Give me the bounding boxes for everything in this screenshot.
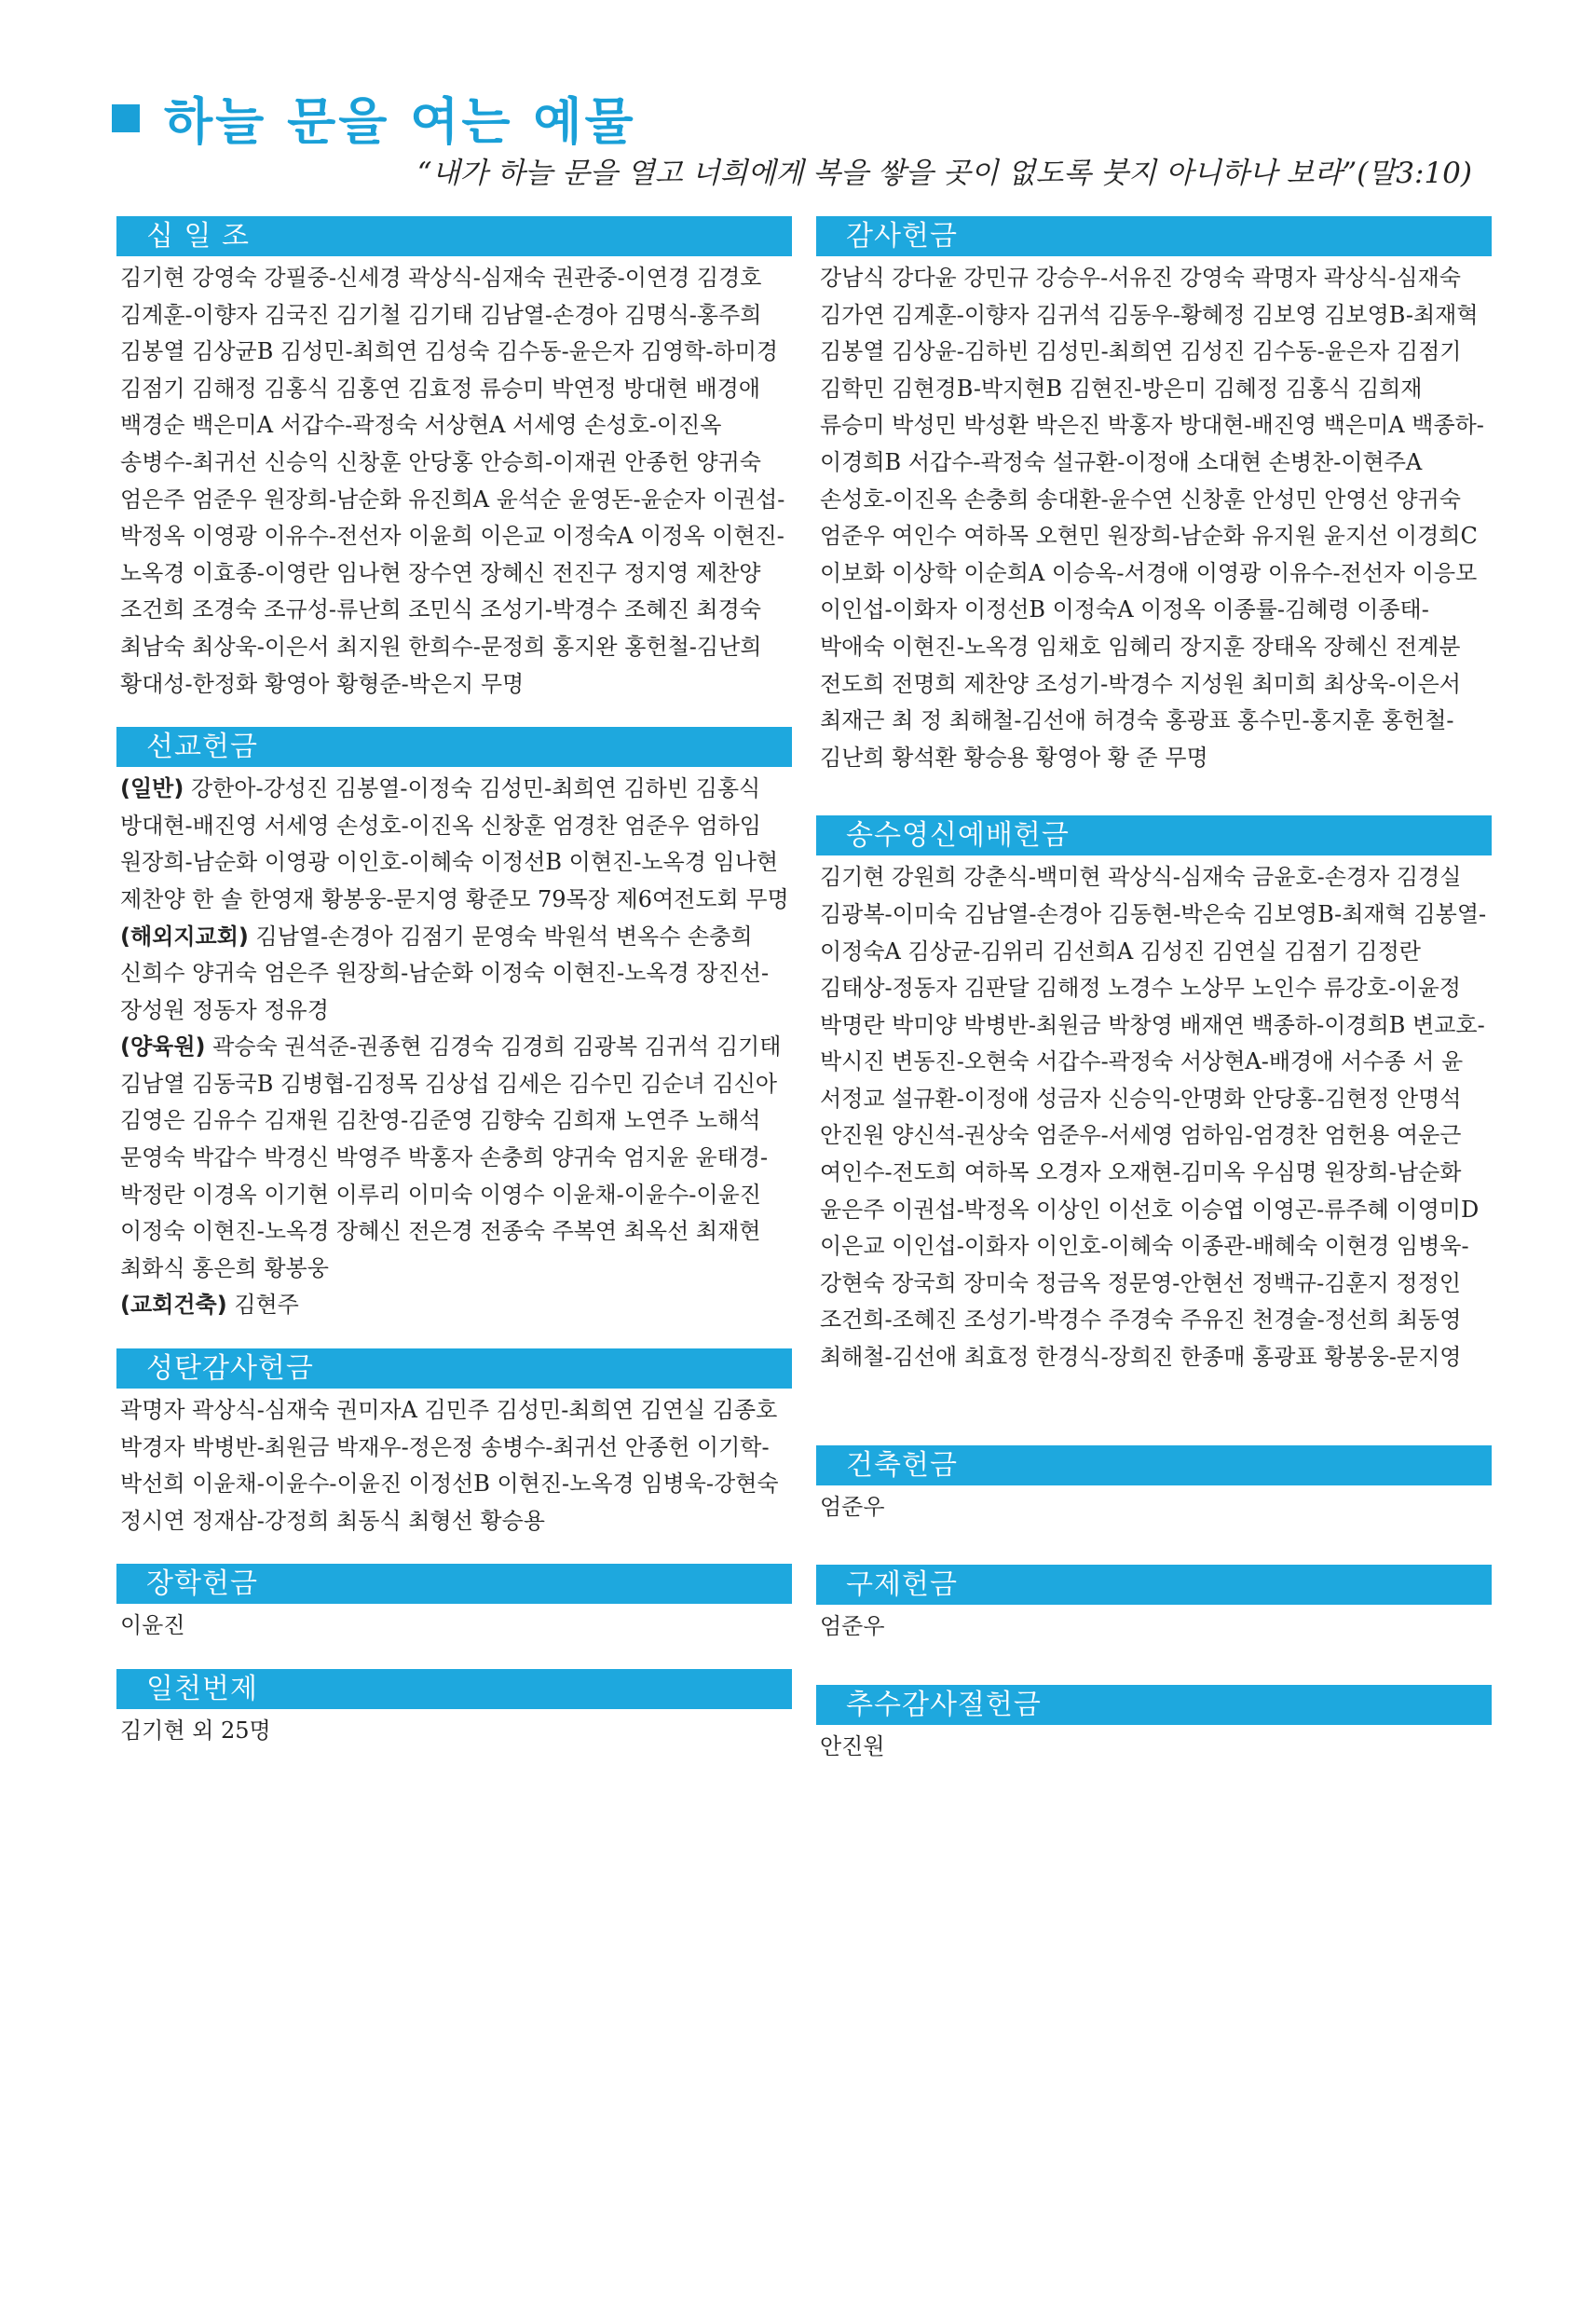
section-body: 안진원 bbox=[820, 1732, 885, 1759]
page-title: 하늘 문을 여는 예물 bbox=[164, 92, 636, 151]
mission-general bbox=[120, 771, 792, 918]
section-heading: 일천번제 bbox=[116, 1669, 792, 1709]
section-heading: 송수영신예배헌금 bbox=[816, 815, 1492, 855]
section-harvest bbox=[816, 1685, 1492, 1766]
mission-overseas bbox=[120, 919, 792, 1030]
section-heading: 구제헌금 bbox=[816, 1565, 1492, 1605]
sub-text: 강한아-강성진 김봉열-이정숙 김성민-최희연 김하빈 김홍식 방대현-배진영 서세영 손성호-이진옥 신창훈 엄경찬 엄준우 엄하임 원장희-남순화 이영광 이인호-이혜숙 이정선B 이현진-노옥경 임나현 제찬양 한 솔 한영재 황봉웅-문지영 황준모 79목장 제6여전도회 무명 bbox=[120, 775, 789, 912]
right-column bbox=[816, 216, 1492, 1789]
section-body bbox=[116, 767, 792, 1324]
section-farewell bbox=[816, 815, 1492, 1375]
sub-text: 김남열-손경아 김점기 문영숙 박원석 변옥수 손충희 신희수 양귀숙 엄은주 원장희-남순화 이정숙 이현진-노옥경 장진선-장성원 정동자 정유경 bbox=[120, 923, 770, 1023]
section-scholarship bbox=[116, 1564, 792, 1645]
bible-verse: “내가 하늘 문을 열고 너희에게 복을 쌓을 곳이 없도록 붓지 아니하나 보라”(말3:10) bbox=[416, 157, 1472, 190]
section-heading: 선교헌금 bbox=[116, 727, 792, 767]
section-heading: 건축헌금 bbox=[816, 1445, 1492, 1485]
section-heading: 장학헌금 bbox=[116, 1564, 792, 1604]
sub-text: 김현주 bbox=[226, 1292, 299, 1319]
sub-label: (양육원) bbox=[120, 1033, 206, 1061]
section-construction bbox=[816, 1445, 1492, 1526]
page-header bbox=[112, 82, 1491, 190]
sub-label: (교회건축) bbox=[120, 1292, 227, 1319]
title-square-icon bbox=[112, 104, 140, 132]
section-tithe bbox=[116, 216, 792, 703]
mission-care bbox=[120, 1029, 792, 1287]
section-body: 엄준우 bbox=[820, 1613, 885, 1640]
section-body: 김기현 강영숙 강필중-신세경 곽상식-심재숙 권관중-이연경 김경호 김계훈-이향자 김국진 김기철 김기태 김남열-손경아 김명식-홍주희 김봉열 김상균B 김성민-최희연 김성숙 김수동-윤은자 김영학-하미경 김점기 김해정 김홍식 김홍연 김효정 류승미 박연정 방대현 배경애 백경순 백은미A 서갑수-곽정숙 서상현A 서세영 손성호-이진옥 송병수-최귀선 신승익 신창훈 안당홍 안승희-이재권 안종헌 양귀숙 엄은주 엄준우 원장희-남순화 유진희A 윤석순 윤영돈-윤순자 이권섭-박정옥 이영광 이유수-전선자 이윤희 이은교 이정숙A 이정옥 이현진-노옥경 이효종-이영란 임나현 장수연 장혜신 전진구 정지영 제찬양 조건희 조경숙 조규성-류난희 조민식 조성기-박경수 조혜진 최경숙 최남숙 최상욱-이은서 최지원 한희수-문정희 홍지완 홍헌철-김난희 황대성-한정화 황영아 황형준-박은지 무명 bbox=[120, 265, 785, 697]
section-heading: 십 일 조 bbox=[116, 216, 792, 256]
section-christmas bbox=[116, 1348, 792, 1540]
section-heading: 감사헌금 bbox=[816, 216, 1492, 256]
section-body: 곽명자 곽상식-심재숙 권미자A 김민주 김성민-최희연 김연실 김종호 박경자 박병반-최원금 박재우-정은정 송병수-최귀선 안종헌 이기학-박선희 이윤채-이윤수-이윤진 이정선B 이현진-노옥경 임병욱-강현숙 정시연 정재삼-강정희 최동식 최형선 황승용 bbox=[120, 1397, 779, 1534]
section-body: 이윤진 bbox=[120, 1612, 185, 1639]
section-relief bbox=[816, 1565, 1492, 1646]
section-body: 김기현 외 25명 bbox=[120, 1717, 271, 1744]
section-mission bbox=[116, 727, 792, 1324]
section-body: 강남식 강다윤 강민규 강승우-서유진 강영숙 곽명자 곽상식-심재숙 김가연 김계훈-이향자 김귀석 김동우-황혜정 김보영 김보영B-최재혁 김봉열 김상윤-김하빈 김성민-최희연 김성진 김수동-윤은자 김점기 김학민 김현경B-박지현B 김현진-방은미 김혜정 김홍식 김희재 류승미 박성민 박성환 박은진 박홍자 방대현-배진영 백은미A 백종하-이경희B 서갑수-곽정숙 설규환-이정애 소대현 손병찬-이현주A 손성호-이진옥 손충희 송대환-윤수연 신창훈 안성민 안영선 양귀숙 엄준우 여인수 여하목 오현민 원장희-남순화 유지원 윤지선 이경희C 이보화 이상학 이순희A 이승옥-서경애 이영광 이유수-전선자 이응모 이인섭-이화자 이정선B 이정숙A 이정옥 이종률-김혜령 이종태-박애숙 이현진-노옥경 임채호 임혜리 장지훈 장태옥 장혜신 전계분 전도희 전명희 제찬양 조성기-박경수 지성원 최미희 최상욱-이은서 최재근 최 정 최해철-김선애 허경숙 홍광표 홍수민-홍지훈 홍헌철-김난희 황석환 황승용 황영아 황 준 무명 bbox=[820, 265, 1484, 771]
sub-label: (해외지교회) bbox=[120, 923, 249, 950]
section-thousand bbox=[116, 1669, 792, 1750]
section-thanks bbox=[816, 216, 1492, 776]
mission-building bbox=[120, 1287, 792, 1324]
section-heading: 성탄감사헌금 bbox=[116, 1348, 792, 1389]
section-body: 김기현 강원희 강춘식-백미현 곽상식-심재숙 금윤호-손경자 김경실 김광복-이미숙 김남열-손경아 김동현-박은숙 김보영B-최재혁 김봉열-이정숙A 김상균-김위리 김선희A 김성진 김연실 김점기 김정란 김태상-정동자 김판달 김해정 노경수 노상무 노인수 류강호-이윤정 박명란 박미양 박병반-최원금 박창영 배재연 백종하-이경희B 변교호-박시진 변동진-오현숙 서갑수-곽정숙 서상현A-배경애 서수종 서 윤 서정교 설규환-이정애 성금자 신승익-안명화 안당홍-김현정 안명석 안진원 양신석-권상숙 엄준우-서세영 엄하임-엄경찬 엄헌용 여운근 여인수-전도희 여하목 오경자 오재현-김미옥 우심명 원장희-남순화 윤은주 이권섭-박정옥 이상인 이선호 이승엽 이영곤-류주혜 이영미D 이은교 이인섭-이화자 이인호-이혜숙 이종관-배혜숙 이현경 임병욱-강현숙 장국희 장미숙 정금옥 정문영-안현선 정백규-김훈지 정정인 조건희-조혜진 조성기-박경수 주경숙 주유진 천경술-정선희 최동영 최해철-김선애 최효정 한경식-장희진 한종매 홍광표 황봉웅-문지영 bbox=[820, 864, 1487, 1371]
title-row bbox=[112, 82, 1491, 154]
sub-label: (일반) bbox=[120, 775, 184, 802]
section-heading: 추수감사절헌금 bbox=[816, 1685, 1492, 1725]
sub-text: 곽승숙 권석준-권종현 김경숙 김경희 김광복 김귀석 김기태 김남열 김동국B 김병협-김정목 김상섭 김세은 김수민 김순녀 김신아 김영은 김유수 김재원 김찬영-김준영 김향숙 김희재 노연주 노해석 문영숙 박갑수 박경신 박영주 박홍자 손충희 양귀숙 엄지윤 윤태경-박정란 이경옥 이기현 이루리 이미숙 이영수 이윤채-이윤수-이윤진 이정숙 이현진-노옥경 장혜신 전은경 전종숙 주복연 최옥선 최재현 최화식 홍은희 황봉웅 bbox=[120, 1033, 782, 1281]
section-body: 엄준우 bbox=[820, 1493, 885, 1520]
left-column bbox=[116, 216, 792, 1774]
